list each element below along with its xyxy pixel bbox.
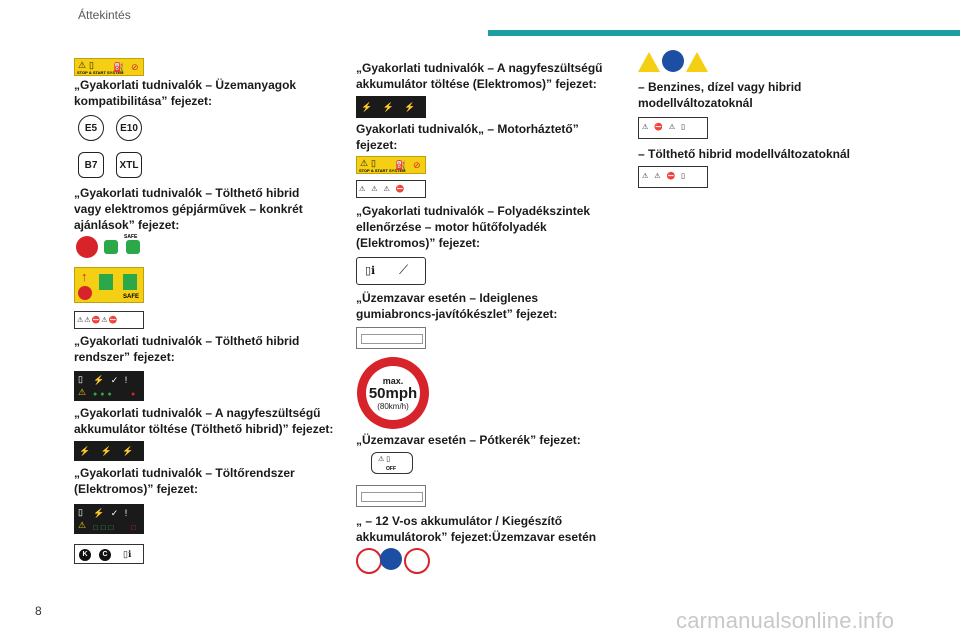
charging-system-label (74, 504, 144, 534)
hybrid-system-label (74, 371, 144, 401)
no-fuel-icon: ⊘ (131, 62, 139, 72)
wheel-diagram (361, 492, 423, 502)
status-square-red: □ (131, 523, 136, 532)
hv-electric-label (356, 96, 426, 118)
caption-bonnet: Gyakorlati tudnivalók„ – Motorháztető” fejezet: (356, 122, 579, 152)
column-3 (638, 48, 908, 268)
warning-icons-row: ⚠⚠⛔⚠⛔ (77, 317, 119, 324)
column-2 (356, 48, 626, 588)
plugin-battery-label (638, 166, 708, 188)
hv-hybrid-label (74, 441, 144, 461)
fuel-pump-icon-2: ⛽ (395, 160, 407, 170)
stop-start-label (74, 58, 144, 76)
warning-icons-row-2: ⚠ ⚠ ⚠ ⛔ (359, 186, 407, 193)
charging-label-2 (74, 267, 144, 303)
warning-icon-4: ⚠ (360, 158, 369, 168)
no-flame-icon (356, 548, 382, 574)
page-number: 8 (35, 604, 42, 618)
no-fuel-icon-2: ⊘ (413, 160, 421, 170)
plugin-warning-icons: ⚠ ⚠ ⛔ ▯ (642, 173, 687, 180)
caption-hv-hybrid: „Gyakorlati tudnivalók – A nagyfeszültségű akkumulátor töltése (Tölthető hibrid)” fejezet: (74, 406, 334, 436)
caption-plugin: – Tölthető hibrid modellváltozatoknál (638, 147, 851, 161)
car-green-icon (104, 240, 118, 254)
repair-kit-label (356, 327, 426, 349)
book-icon-3: ▯ (78, 507, 83, 517)
status-icons-2: ⚡ ✓ ! (93, 508, 130, 518)
caption-petrol: – Benzines, dízel vagy hibrid modellváltozatoknál (638, 80, 802, 110)
no-touch-icon: ⟋ (399, 262, 409, 277)
speed-limit-inner (366, 366, 420, 420)
book-icon-4: ▯ (371, 158, 376, 168)
arrow-up-icon: ↑ (81, 269, 88, 284)
charging-icons: ⚡ ⚡ ⚡ (79, 446, 138, 456)
safe-text-1: SAFE (124, 234, 138, 240)
car-green-icon-2 (126, 240, 140, 254)
fluids-label (356, 257, 426, 285)
caption-hybrid-system: „Gyakorlati tudnivalók – Tölthető hibrid rendszer” fejezet: (74, 334, 300, 364)
fuel-badge-e10: E10 (116, 115, 142, 141)
eye-protection-icon (380, 548, 402, 570)
fuel-badge-xtl: XTL (116, 152, 142, 178)
off-text: OFF (386, 466, 396, 472)
car-green-icon-4 (123, 274, 137, 290)
battery-icons (356, 548, 428, 572)
battery-warning-icons: ⚠ ⛔ ⚠ ▯ (642, 124, 687, 131)
speed-kmh-text: (80km/h) (377, 401, 409, 411)
book-info-icon-2: ▯ℹ (365, 265, 376, 277)
bonnet-stop-start-label (356, 156, 426, 174)
charging-label-1 (74, 234, 144, 260)
caption-fluids: „Gyakorlati tudnivalók – Folyadékszintek ellenőrzése – motor hűtőfolyadék (Elektromos)” fejezet: (356, 204, 591, 250)
status-led-red: ● (131, 391, 136, 398)
spare-wheel-panel (371, 452, 413, 474)
safe-text-2: SAFE (123, 294, 140, 300)
caption-spare-wheel: „Üzemzavar esetén – Pótkerék” fejezet: (356, 433, 581, 447)
book-info-icon: ▯ℹ (123, 549, 132, 559)
kc-label (74, 544, 144, 564)
status-leds: ●●● (93, 391, 115, 398)
fuel-badge-e5: E5 (78, 115, 104, 141)
kit-diagram (361, 334, 423, 344)
book-icon-2: ▯ (78, 374, 83, 384)
watermark: carmanualsonline.info (676, 608, 895, 633)
caption-battery: „ – 12 V-os akkumulátor / Kiegészítő akkumulátorok” fejezet:Üzemzavar esetén (356, 514, 597, 544)
speed-max-text: max. (382, 375, 404, 386)
warning-icon-3: ⚠ (78, 520, 87, 530)
book-icon: ▯ (89, 60, 94, 70)
c-badge: C (99, 549, 111, 561)
speed-mph-text: 50mph (368, 384, 418, 402)
caption-fuel: „Gyakorlati tudnivalók – Üzemanyagok kompatibilitása” fejezet: (74, 78, 297, 108)
bonnet-warning-label (356, 180, 426, 198)
warning-icon: ⚠ (78, 60, 87, 70)
charging-warning-strip (74, 311, 144, 329)
caption-repair-kit: „Üzemzavar esetén – Ideiglenes gumiabroncs-javítókészlet” fejezet: (356, 291, 558, 321)
k-badge: K (79, 549, 91, 561)
warning-icon-2: ⚠ (78, 387, 87, 397)
stop-start-text-2: STOP & START SYSTEM (359, 168, 406, 173)
manual-icon (662, 50, 684, 72)
no-children-icon (404, 548, 430, 574)
header-accent-bar (488, 30, 960, 36)
caption-hv-electric: „Gyakorlati tudnivalók – A nagyfeszültségű akkumulátor töltése (Elektromos)” fejezet: (356, 61, 603, 91)
speed-limit-sign (357, 357, 429, 429)
section-header: Áttekintés (78, 8, 131, 22)
petrol-battery-label (638, 117, 708, 139)
caption-charging-system: „Gyakorlati tudnivalók – Töltőrendszer (Elektromos)” fejezet: (74, 466, 295, 496)
fuel-badge-b7: B7 (78, 152, 104, 178)
charging-icons-2: ⚡ ⚡ ⚡ (361, 102, 420, 112)
fuel-pump-icon: ⛽ (113, 62, 125, 72)
column-1 (74, 48, 344, 588)
no-plug-icon (76, 236, 98, 258)
hazard-icons (638, 50, 710, 74)
stop-start-text: STOP & START SYSTEM (77, 70, 124, 75)
status-squares: □□□ (93, 523, 117, 532)
status-icons: ⚡ ✓ ! (93, 375, 130, 385)
corrosive-icon (686, 52, 708, 72)
car-green-icon-3 (99, 274, 113, 290)
explosive-icon (638, 52, 660, 72)
spare-wheel-label (356, 485, 426, 507)
panel-icons: ⚠ ▯ (378, 456, 391, 463)
no-plug-icon-2 (78, 286, 92, 300)
caption-charging-recommendations: „Gyakorlati tudnivalók – Tölthető hibrid vagy elektromos gépjárművek – konkrét ajánlások” fejezet: (74, 186, 303, 232)
